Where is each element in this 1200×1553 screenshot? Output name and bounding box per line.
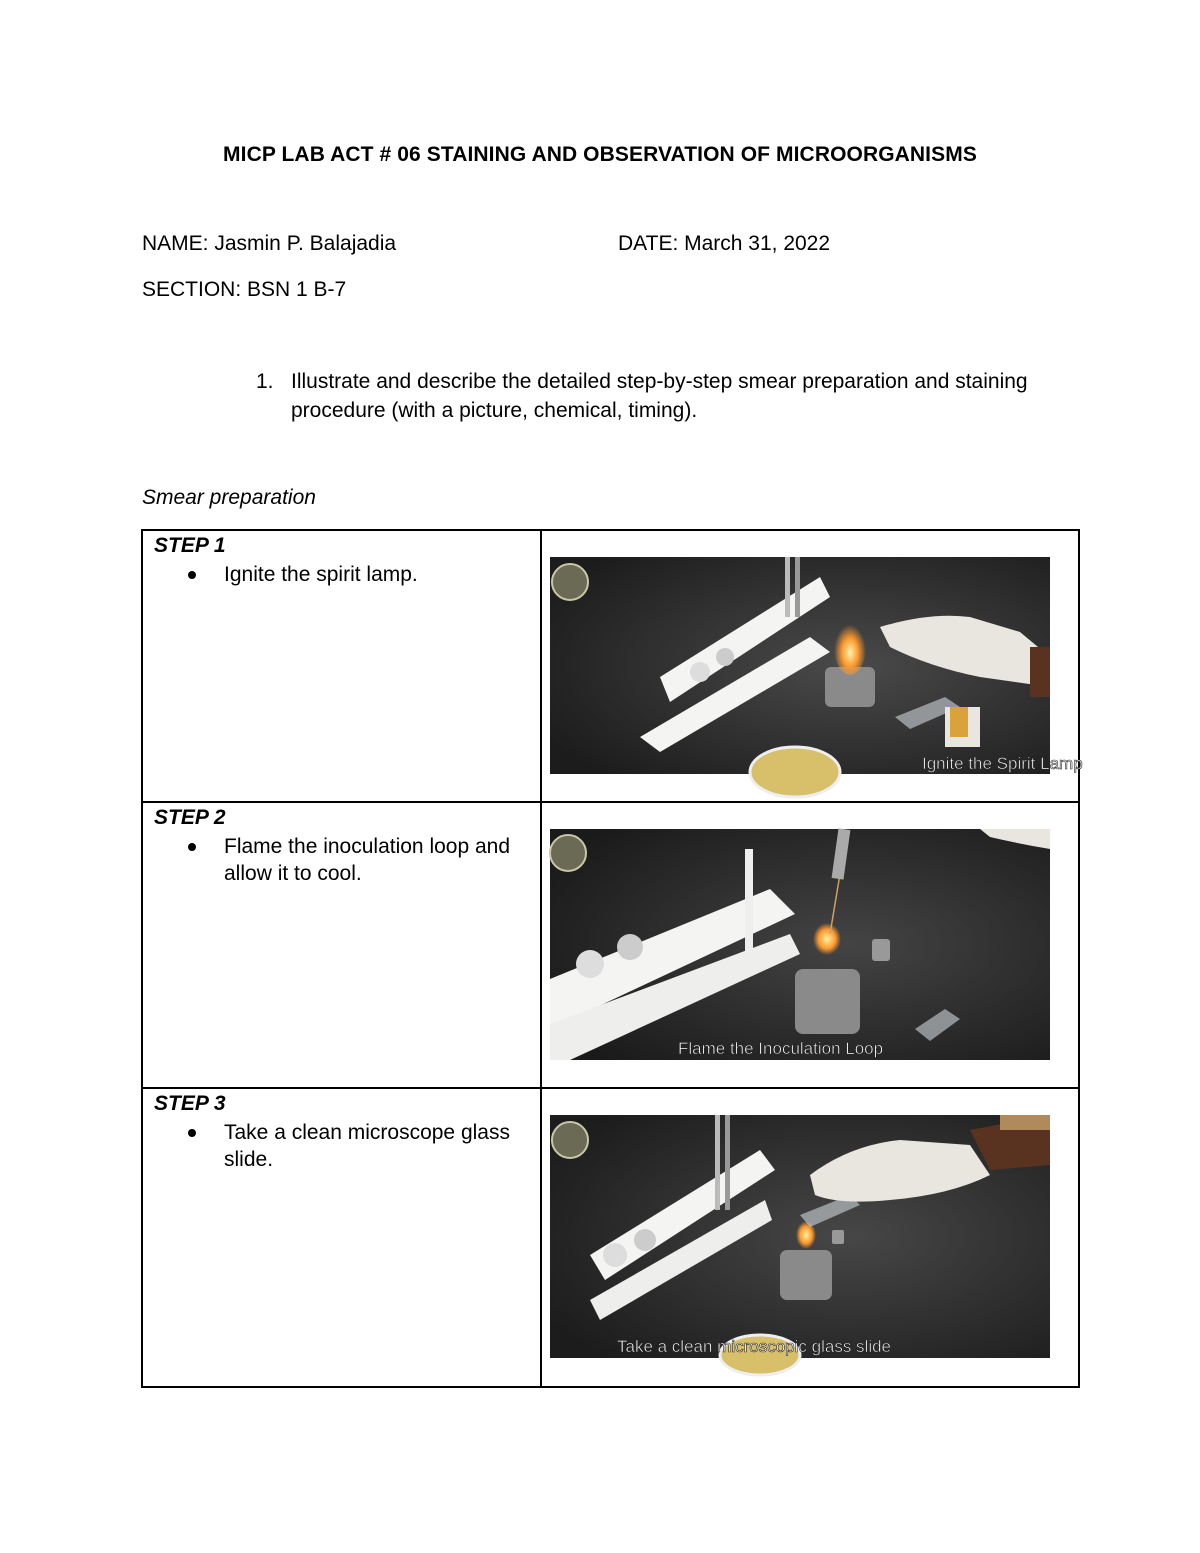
table-row: [142, 1088, 1079, 1387]
student-name: NAME: Jasmin P. Balajadia: [142, 232, 397, 255]
step-label: STEP 3: [154, 1092, 226, 1115]
question-text: Illustrate and describe the detailed step-by-step smear preparation and staining procedure (with a picture, chemical, timing).: [291, 370, 1028, 422]
photo-spirit-lamp: [550, 557, 1083, 774]
step-label: STEP 2: [154, 806, 226, 829]
step-bullet: [154, 1119, 530, 1173]
logo-icon: [552, 564, 588, 600]
photo-flame-loop: [550, 829, 1050, 1060]
question-number: 1.: [256, 370, 274, 393]
step-photo: [550, 1115, 1050, 1358]
activity-date: DATE: March 31, 2022: [618, 232, 831, 255]
document-title: MICP LAB ACT # 06 STAINING AND OBSERVATION OF MICROORGANISMS: [223, 143, 977, 166]
bullet-dot: [188, 843, 196, 851]
bullet-dot: [188, 1129, 196, 1137]
step-label: STEP 1: [154, 534, 226, 557]
step-photo-cell: [541, 530, 1083, 802]
table-row: [142, 530, 1079, 802]
section-subheading: Smear preparation: [142, 486, 316, 509]
step-photo: [550, 829, 1050, 1060]
step-bullet-text: Ignite the spirit lamp.: [224, 563, 418, 586]
student-section: SECTION: BSN 1 B-7: [142, 278, 347, 301]
logo-icon: [550, 835, 586, 871]
step-description-cell: [142, 802, 541, 1088]
photo-caption: Take a clean microscopic glass slide: [617, 1337, 892, 1356]
step-bullet-text: Take a clean microscope glass slide.: [224, 1121, 510, 1171]
step-bullet-text: Flame the inoculation loop and allow it to cool.: [224, 835, 511, 885]
photo-glass-slide: [550, 1115, 1050, 1358]
step-description-cell: [142, 1088, 541, 1387]
bullet-dot: [188, 571, 196, 579]
photo-caption: Ignite the Spirit Lamp: [922, 754, 1083, 773]
table-row: [142, 802, 1079, 1088]
step-photo-cell: [541, 802, 1079, 1088]
steps-table: [141, 529, 1083, 1388]
step-photo: [550, 557, 1083, 774]
step-bullet: [154, 561, 530, 588]
step-description-cell: [142, 530, 541, 802]
photo-caption: Flame the Inoculation Loop: [678, 1039, 884, 1058]
logo-icon: [552, 1122, 588, 1158]
step-bullet: [154, 833, 530, 887]
step-photo-cell: [541, 1088, 1079, 1387]
